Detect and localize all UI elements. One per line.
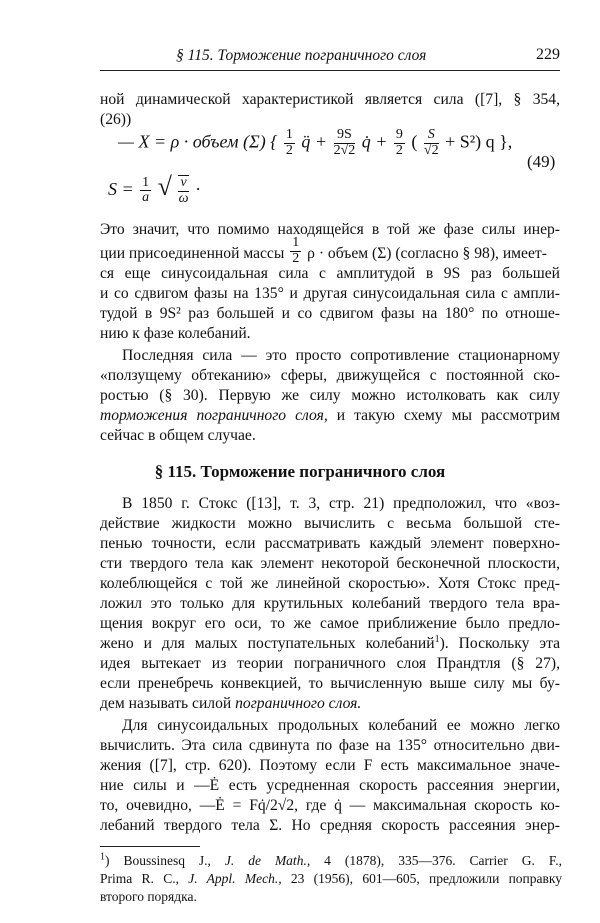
para4-line-5: то, очевидно, —Ė = Fq̇/2√2, где q̇ — максимальная скорость ко- <box>100 797 560 814</box>
para2-line-2: «ползущему обтеканию» сферы, движущейся с постоянной ско- <box>100 367 560 384</box>
footnote-line-2: Prima R. C., J. Appl. Mech., 23 (1956), 601—605, предложили поправку <box>100 871 563 886</box>
para3-line-6: ложил это только для крутильных колебаний твердого тела вра- <box>100 595 560 612</box>
para4-line-1: Для синусоидальных продольных колебаний ее можно легко <box>122 717 560 734</box>
para4-line-2: вычислить. Эта сила сдвинута по фазе на 135° относительно дви- <box>100 737 560 754</box>
footnote-line-3: второго порядка. <box>100 889 197 904</box>
para1-line-6: нию к фазе колебаний. <box>100 325 251 342</box>
para1-line-2: ции присоединенной массы $\frac{1}{2}$ ρ · объем (Σ) (согласно § 98), имеет- <box>100 235 547 266</box>
footnote-ref: 1 <box>434 633 440 645</box>
para3-line-4: сти твердого тела как элемент некоторой бесконечной плоскости, <box>100 555 560 572</box>
para4-line-3: жения ([7], стр. 620). Поэтому если F есть максимальное значе- <box>100 757 560 774</box>
footnote-line-1: $^1$) Boussinesq J., J. de Math., 4 (1878), 335—376. Carrier G. F., <box>100 851 563 868</box>
para2-line-4: торможения пограничного слоя, и такую схему мы рассмотрим <box>100 407 560 424</box>
section-heading: § 115. Торможение пограничного слоя <box>154 462 446 481</box>
para2-line-5: сейчас в общем случае. <box>100 427 256 444</box>
para4-line-6: лебаний твердого тела Σ. Но средняя скорость рассеяния энер- <box>100 817 560 834</box>
equation-49-line-2: S = $\frac{1}{a}$ √ $\frac{\nu}{\omega}$ · <box>108 172 202 206</box>
para3-line-11: дем называть силой пограничного слоя. <box>100 695 362 712</box>
equation-49-line-1: — X = ρ · объем (Σ) { $\frac{1}{2}$ q̈ + $\frac{9S}{2√2}$ q̇ + $\frac{9}{2}$ ( $\frac{S}{√2}$ + S²) q }, <box>118 127 513 158</box>
para3-line-10: если пренебречь конвекцией, то вычисленную выше силу мы бу- <box>100 675 560 692</box>
intro-line-1: ной динамической характеристикой является сила ([7], § 354, <box>100 91 560 108</box>
page-number: 229 <box>536 46 560 63</box>
para3-line-3: пенью точности, если рассматривать каждый элемент поверхно- <box>100 535 560 552</box>
para2-line-3: ростью (§ 30). Первую же силу можно истолковать как силу <box>100 387 560 404</box>
running-header <box>100 46 560 71</box>
intro-line-2: (26)) <box>100 111 132 128</box>
para3-line-9: идея вытекает из теории пограничного слоя Прандтля (§ 27), <box>100 655 560 672</box>
para1-line-5: тудой в 9S² раз большей и со сдвигом фазы на 180° по отноше- <box>100 305 560 322</box>
para3-line-5: колеблющейся с той же линейной скоростью». Хотя Стокс пред- <box>100 575 560 592</box>
para1-line-3: ся еще синусоидальная сила с амплитудой в 9S раз большей <box>100 265 560 282</box>
footnote-rule <box>100 846 200 847</box>
footnote-text <box>100 852 562 906</box>
para3-line-7: щения вокруг его оси, то же самое приближение было предло- <box>100 615 560 632</box>
para3-line-2: действие жидкости можно вычислить с весьма большой сте- <box>100 515 560 532</box>
para3-line-1: В 1850 г. Стокс ([13], т. 3, стр. 21) предположил, что «воз- <box>122 495 560 512</box>
para4-line-4: ние силы и —Ė есть усредненная скорость рассеяния энергии, <box>100 777 560 794</box>
equation-number: (49) <box>527 152 556 171</box>
para3-line-8: жено и для малых поступательных колебаний$^1$). Поскольку эта <box>100 633 561 652</box>
para1-line-4: и со сдвигом фазы на 135° и другая синусоидальная сила с ампли- <box>100 285 560 302</box>
para2-line-1: Последняя сила — это просто сопротивление стационарному <box>122 347 560 364</box>
para1-line-1: Это значит, что помимо находящейся в той же фазе силы инер- <box>100 221 560 238</box>
running-title: § 115. Торможение пограничного слоя <box>176 47 427 64</box>
